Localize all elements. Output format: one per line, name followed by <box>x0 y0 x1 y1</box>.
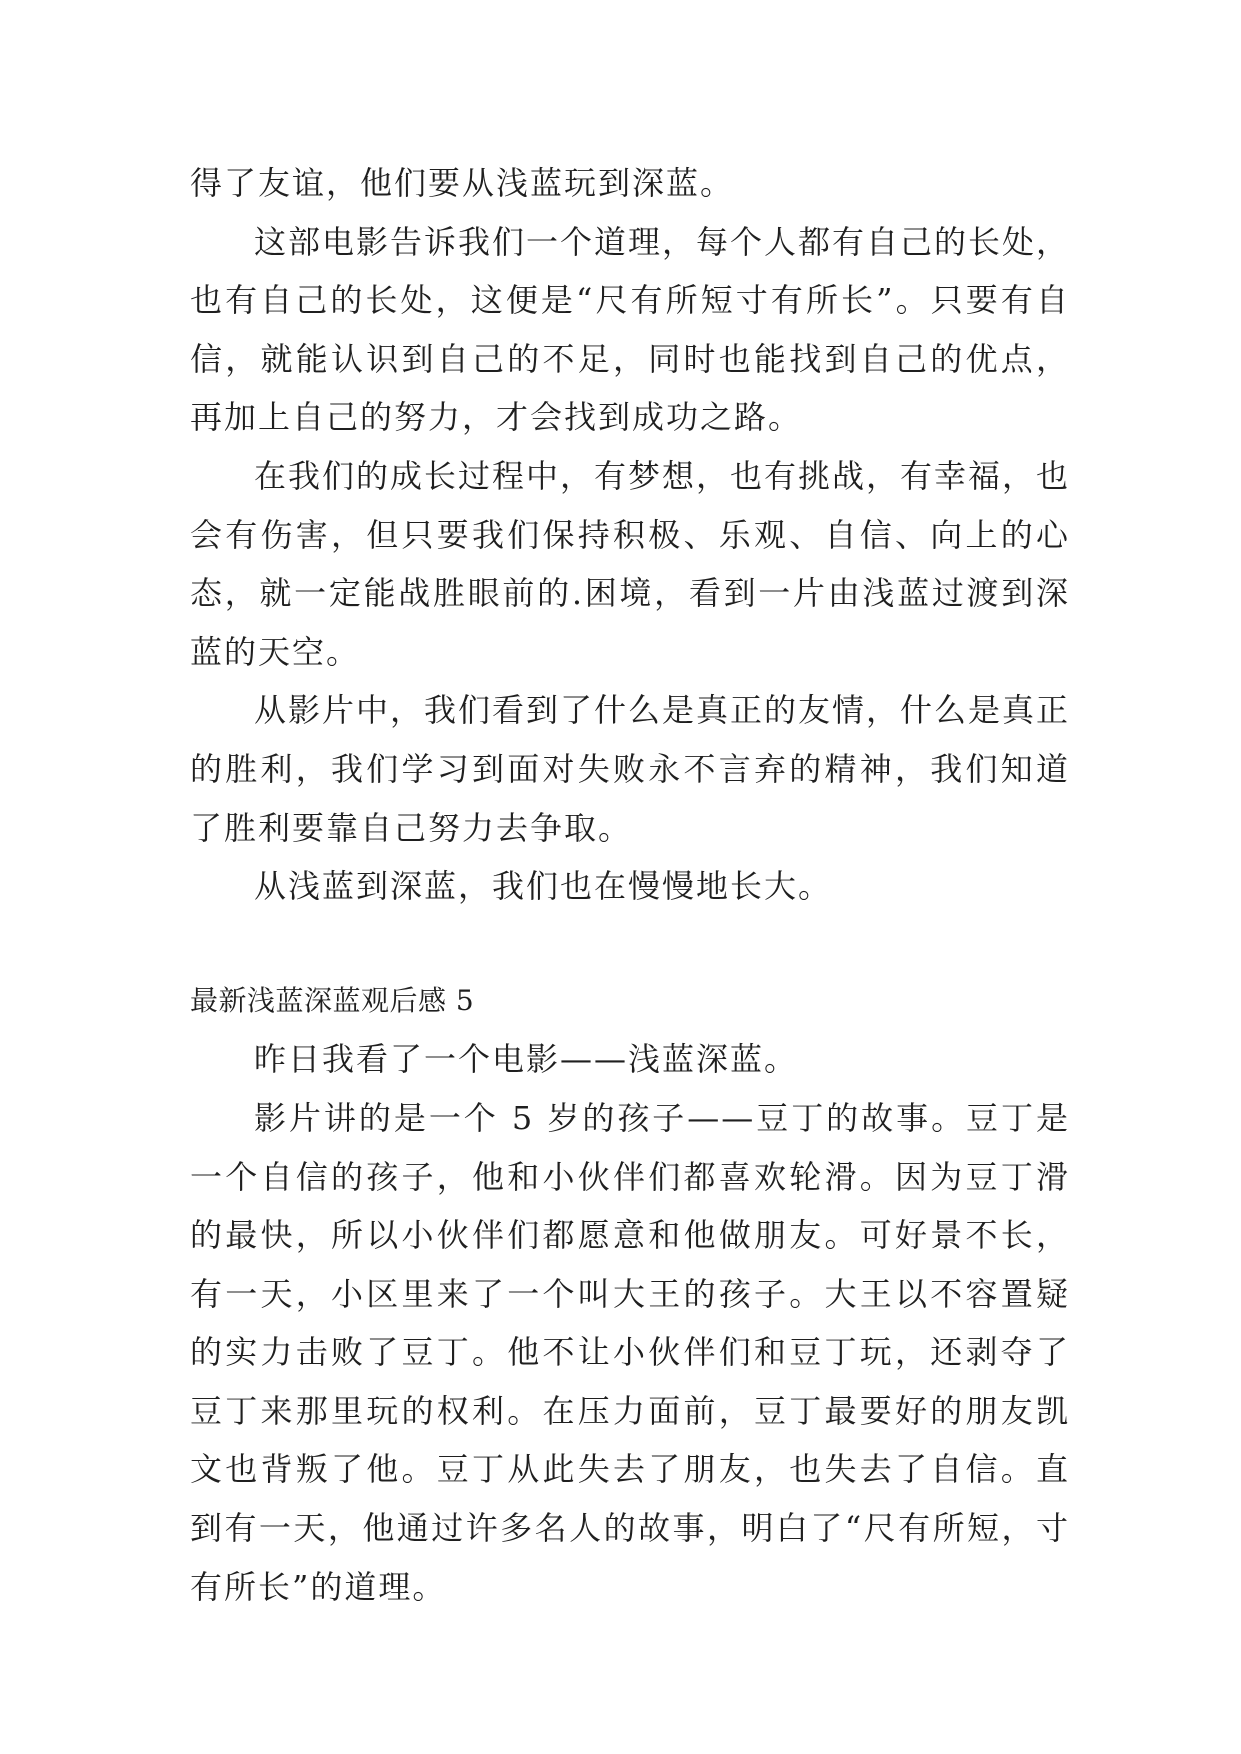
paragraph: 从影片中，我们看到了什么是真正的友情，什么是真正的胜利，我们学习到面对失败永不言弃的精神，我们知道了胜利要靠自己努力去争取。 <box>190 691 1071 847</box>
paragraph-continuation: 得了友谊，他们要从浅蓝玩到深蓝。 <box>190 164 735 202</box>
paragraph: 昨日我看了一个电影——浅蓝深蓝。 <box>254 1040 799 1079</box>
section-heading: 最新浅蓝深蓝观后感 5 <box>190 983 475 1017</box>
paragraph: 在我们的成长过程中，有梦想，也有挑战，有幸福，也会有伤害，但只要我们保持积极、乐观、自信、向上的心态，就一定能战胜眼前的.困境，看到一片由浅蓝过渡到深蓝的天空。 <box>190 456 1071 671</box>
paragraph: 影片讲的是一个 5 岁的孩子——豆丁的故事。豆丁是一个自信的孩子，他和小伙伴们都喜欢轮滑。因为豆丁滑的最快，所以小伙伴们都愿意和他做朋友。可好景不长，有一天，小区里来了一个叫大王的孩子。大王以不容置疑的实力击败了豆丁。他不让小伙伴们和豆丁玩，还剥夺了豆丁来那里玩的权利。在压力面前，豆丁最要好的朋友凯文也背叛了他。豆丁从此失去了朋友，也失去了自信。直到有一天，他通过许多名人的故事，明白了“尺有所短，寸有所长”的道理。 <box>190 1098 1070 1606</box>
paragraph: 这部电影告诉我们一个道理，每个人都有自己的长处，也有自己的长处，这便是“尺有所短寸有所长”。只要有自信，就能认识到自己的不足，同时也能找到自己的优点，再加上自己的努力，才会找到成功之路。 <box>190 222 1071 437</box>
paragraph: 从浅蓝到深蓝，我们也在慢慢地长大。 <box>254 867 833 906</box>
section-spacer <box>190 916 1070 972</box>
document-body <box>190 154 1070 1616</box>
